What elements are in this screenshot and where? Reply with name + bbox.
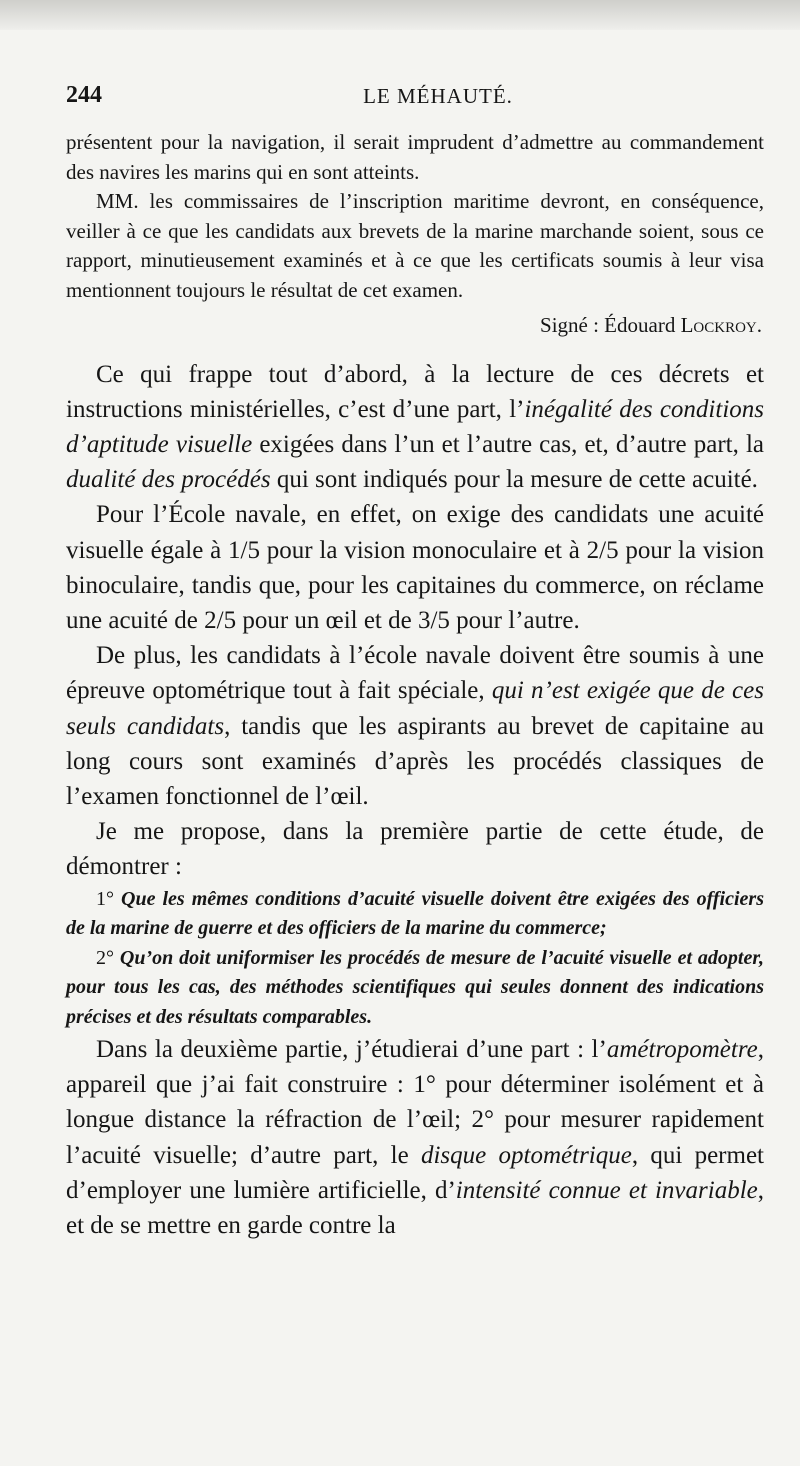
paragraph-5 <box>66 638 764 814</box>
paragraph-7-part-g: , et de se mettre en garde contre la <box>66 1176 764 1240</box>
page-top-edge <box>0 0 800 30</box>
paragraph-5-part-a: De plus, les candidats à l’école navale doivent être soumis à une épreuve optométrique tout à fait spéciale, <box>66 642 764 705</box>
paragraph-7-part-e: , qui permet d’employer une lumière artificielle, d’ <box>66 1141 764 1204</box>
paragraph-3-part-e: qui sont indiqués pour la mesure de cette acuité. <box>270 466 758 494</box>
paragraph-3-emphasis-1: inégalité des conditions d’aptitude visuelle <box>66 395 764 458</box>
paragraph-7-part-c: , appareil que j’ai fait construire : 1° pour déterminer isolément et à longue distance la réfraction de l’œil; 2° pour mesurer rapidement l’acuité visuelle; d’autre part, le <box>66 1036 764 1169</box>
body-text <box>66 128 764 1243</box>
paragraph-7-part-a: Dans la deuxième partie, j’étudierai d’une part : l’ <box>96 1036 607 1064</box>
running-head: LE MÉHAUTÉ. <box>363 84 513 108</box>
paragraph-5-emphasis: qui n’est exigée que de ces seuls candidats <box>66 677 764 740</box>
paragraph-3-emphasis-2: dualité des procédés <box>66 466 271 494</box>
paragraph-7 <box>66 1032 764 1243</box>
paragraph-6: Je me propose, dans la première partie de cette étude, de démontrer : <box>66 818 764 881</box>
conclusion-2 <box>66 944 764 1033</box>
page-header <box>66 82 760 114</box>
paragraph-5-part-c: , tandis que les aspirants au brevet de capitaine au long cours sont examinés d’après les procédés classiques de l’examen fonctionnel de l’œil. <box>66 712 764 810</box>
conclusion-1-text: Que les mêmes conditions d’acuité visuelle doivent être exigées des officiers de la marine de guerre et des officiers de la marine du commerce; <box>66 887 764 940</box>
paragraph-7-emphasis-3: intensité connue et invariable <box>455 1176 758 1204</box>
paragraph-4: Pour l’École navale, en effet, on exige des candidats une acuité visuelle égale à 1/5 pour la vision monoculaire et à 2/5 pour la vision binoculaire, tandis que, pour les capitaines du commerce, on réclame une acuité de 2/5 pour un œil et de 3/5 pour l’autre. <box>66 501 764 634</box>
paragraph-7-emphasis-1: amétropomètre <box>606 1036 758 1064</box>
conclusion-1-number: 1° <box>96 887 122 910</box>
paragraph-2: MM. les commissaires de l’inscription maritime devront, en conséquence, veiller à ce que les candidats aux brevets de la marine marchande soient, sous ce rapport, minutieusement examinés et à ce que les certificats soumis à leur visa mentionnent toujours le résultat de cet examen. <box>66 189 764 302</box>
signature-prefix: Signé : Édouard <box>540 313 681 337</box>
conclusion-2-text: Qu’on doit uniformiser les procédés de mesure de l’acuité visuelle et adopter, pour tous les cas, des méthodes scientifiques qui seules donnent des indications précises et des résultats comparables. <box>66 946 764 1028</box>
paragraph-3-part-c: exigées dans l’un et l’autre cas, et, d’autre part, la <box>252 430 764 458</box>
paragraph-1: présentent pour la navigation, il serait imprudent d’admettre au commandement des navires les marins qui en sont atteints. <box>66 130 764 184</box>
page-number: 244 <box>66 82 102 108</box>
paragraph-3-part-a: Ce qui frappe tout d’abord, à la lecture de ces décrets et instructions ministérielles, c’est d’une part, l’ <box>66 360 764 423</box>
paragraph-7-emphasis-2: disque optométrique <box>420 1141 632 1169</box>
conclusion-1 <box>66 885 764 944</box>
conclusion-2-number: 2° <box>96 946 120 969</box>
signature-name: Lockroy. <box>680 313 762 337</box>
signature <box>66 311 764 341</box>
paragraph-3 <box>66 357 764 498</box>
